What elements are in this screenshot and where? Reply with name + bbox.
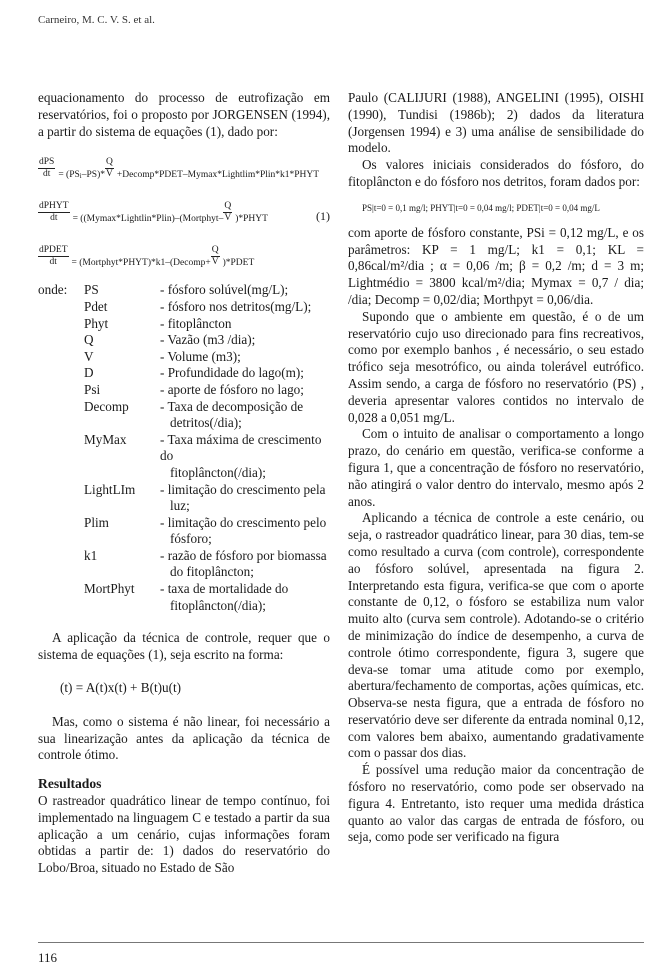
equation-part: = (Mortphyt*PHYT)*k1–(Decomp+	[71, 258, 211, 269]
q-denominator: V	[211, 257, 219, 268]
definition-text: - Vazão (m3 /dia);	[160, 332, 256, 348]
definition-description	[156, 399, 330, 432]
definition-symbol: Pdet	[84, 298, 108, 314]
definition-row	[38, 515, 330, 548]
definition-text: - Taxa máxima de crescimento do	[160, 431, 322, 464]
equation-number: (1)	[316, 209, 330, 224]
equation-rest: )*PHYT	[235, 214, 268, 225]
definition-row	[38, 482, 330, 515]
definition-lead	[38, 365, 84, 382]
definition-symbol: Plim	[84, 514, 109, 530]
control-paragraph: A aplicação da técnica de controle, requer que o sistema de equações (1), seja escrito na forma:	[38, 630, 330, 663]
reduction-paragraph: É possível uma redução maior da concentração de fósforo no reservatório, como pode ser observado na figura 4. Entretanto, isto requer uma medida drástica quanto ao valor das cargas de entrada de fósforo, ou seja, como pode ser verificado na figura	[348, 762, 644, 845]
equation-dpdet	[38, 238, 330, 268]
definition-row	[38, 399, 330, 432]
definition-description	[156, 482, 330, 515]
definition-description	[156, 316, 330, 333]
q-numerator: Q	[224, 201, 232, 212]
definition-text: - Profundidade do lago(m);	[160, 365, 304, 381]
definition-text: - taxa de mortalidade do	[160, 581, 289, 597]
right-column	[348, 90, 644, 846]
lhs-numerator: dPDET	[39, 245, 68, 256]
definition-symbol: Psi	[84, 381, 101, 397]
definition-text: - limitação do crescimento pela	[160, 481, 326, 497]
definition-lead	[38, 482, 84, 515]
equation-part: = (PS	[58, 170, 80, 181]
state-space-formula: (t) = A(t)x(t) + B(t)u(t)	[60, 679, 182, 695]
lhs-numerator: dPHYT	[39, 201, 69, 212]
definition-text: - limitação do crescimento pelo	[160, 514, 327, 530]
definition-lead	[38, 515, 84, 548]
definition-row	[38, 432, 330, 482]
lhs-fraction	[38, 157, 55, 180]
definition-text: - fitoplâncton	[160, 315, 232, 331]
definition-symbol: D	[84, 365, 94, 381]
definition-continuation: luz;	[170, 498, 190, 514]
lhs-denominator: dt	[42, 169, 51, 180]
definition-description	[156, 349, 330, 366]
definition-description	[156, 581, 330, 614]
q-fraction	[223, 201, 232, 224]
lhs-fraction	[38, 245, 69, 268]
definition-symbol: MyMax	[84, 431, 127, 447]
definition-symbol: V	[84, 348, 94, 364]
definition-symbol: k1	[84, 547, 98, 563]
definition-continuation: detritos(/dia);	[170, 415, 242, 431]
intro-paragraph: equacionamento do processo de eutrofização em reservatórios, foi o proposto por JORGENSEN (1994), a partir do sistema de equações (1), dado por:	[38, 90, 330, 139]
definition-lead	[38, 382, 84, 399]
definition-text: - razão de fósforo por biomassa	[160, 547, 327, 563]
continued-paragraph: Paulo (CALIJURI (1988), ANGELINI (1995), OISHI (1990), Tundisi (1986b); 2) dados da literatura (Jorgensen 1994) e 3) uma análise de sensibilidade do modelo.	[348, 90, 644, 156]
variable-definitions	[38, 282, 330, 614]
equation-part: –PS)*	[81, 170, 105, 181]
definition-row	[38, 349, 330, 366]
q-numerator: Q	[211, 245, 219, 256]
definition-row	[38, 365, 330, 382]
definition-text: - Volume (m3);	[160, 348, 241, 364]
definition-lead	[38, 332, 84, 349]
definition-text: - fósforo solúvel(mg/L);	[160, 282, 289, 298]
footer-rule	[38, 942, 644, 943]
definition-lead	[38, 299, 84, 316]
q-fraction	[211, 245, 220, 268]
equation-system	[38, 150, 330, 268]
results-heading: Resultados	[38, 776, 102, 792]
equation-rest: )*PDET	[222, 258, 255, 269]
q-fraction	[105, 157, 114, 180]
definition-description	[156, 299, 330, 316]
parameters-paragraph: com aporte de fósforo constante, PSi = 0,12 mg/L, e os parâmetros: KP = 1 mg/L; k1 = 0,1; KL = 0,86cal/m²/dia ; α = 0,06 /m; β = 0,2 /m; d = 3 m; Lightmédio = 3800 kcal/m²/dia; Mymax = 0,7 / dia; /dia; Decomp = 0,02/dia; Morthpyt = 0,06/dia.	[348, 224, 644, 307]
control-application-paragraph: Aplicando a técnica de controle a este cenário, ou seja, o rastreador quadrático linear, para 30 dias, tem-se como resultado a curva (com controle), correspondente ao fósforo solúvel, apresentada na figura 2. Interpretando esta figura, verifica-se que com o aporte constante de 0,12, o fósforo se estabiliza num valor muito alto (curva sem controle). Adotando-se o critério de minimização do índice de desempenho, a curva de controle ótimo correspondente, figura 3, sugere que deva-se tomar uma atitude como por exemplo, abertura/fechamento de comportas, ações químicas, etc. Observa-se nesta figura, que a entrada de fósforo no reservatório deve ser diferente da entrada nominal 0,12, com valores bem abaixo, aumentando gradativamente com o passar dos dias.	[348, 510, 644, 761]
nonlinear-paragraph: Mas, como o sistema é não linear, foi necessário a sua linearização antes da aplicação da técnica de controle ótimo.	[38, 713, 330, 763]
definition-symbol: Q	[84, 332, 94, 348]
page-number: 116	[38, 950, 58, 965]
lhs-denominator: dt	[50, 213, 58, 224]
definition-row	[38, 548, 330, 581]
equation-dps: $\frac{\text{dPS}}{dt}$ = (PS i –PS)* $\frac{Q}{V}$ +Decomp*PDET–Mymax*Lightlim*Plin*k1*PHYT	[39, 157, 320, 181]
definition-lead	[38, 316, 84, 333]
definition-row	[38, 282, 330, 299]
definition-description	[156, 548, 330, 581]
definition-lead	[38, 349, 84, 366]
definition-text: - fósforo nos detritos(mg/L);	[160, 298, 312, 314]
definition-description	[156, 282, 330, 299]
lhs-fraction	[38, 201, 70, 224]
definition-symbol: PS	[84, 282, 99, 298]
definition-continuation: fitoplâncton(/dia);	[170, 464, 266, 480]
results-paragraph: O rastreador quadrático linear de tempo contínuo, foi implementado na linguagem C e testado a partir da sua aplicação a um cenário, cujas informações foram obtidas a partir de: 1) dados do reservatório do Lobo/Broa, situado no Estado de São	[38, 793, 330, 876]
lhs-denominator: dt	[49, 257, 57, 268]
definition-lead	[38, 432, 84, 482]
q-denominator: V	[224, 213, 232, 224]
definition-symbol: MortPhyt	[84, 581, 135, 597]
definition-description	[156, 382, 330, 399]
definition-text: - aporte de fósforo no lago;	[160, 381, 304, 397]
q-denominator: V	[105, 169, 113, 180]
definition-symbol: Phyt	[84, 315, 109, 331]
left-column	[38, 90, 330, 877]
definition-description	[156, 515, 330, 548]
definition-description	[156, 365, 330, 382]
definition-continuation: do fitoplâncton;	[170, 564, 254, 580]
equation-dphyt	[38, 194, 330, 224]
definition-symbol: LightLIm	[84, 481, 136, 497]
definition-row	[38, 299, 330, 316]
definition-row	[38, 382, 330, 399]
definition-row	[38, 316, 330, 333]
definition-lead	[38, 581, 84, 614]
lhs-numerator: dPS	[39, 157, 55, 168]
initial-values-paragraph: Os valores iniciais considerados do fósforo, do fitoplâncton e do fósforo nos detritos, foram dados por:	[348, 157, 644, 189]
initial-conditions: PS|t=0 = 0,1 mg/l; PHYT|t=0 = 0,04 mg/l; PDET|t=0 = 0,04 mg/L	[362, 202, 600, 213]
definition-description	[156, 432, 330, 482]
scenario-paragraph: Supondo que o ambiente em questão, é o de um reservatório cujo uso direcionado para fins recreativos, como por exemplo banhos , é necessário, o seu estado trófico seja mesotrófico, ou ainda tolerável eutrófico. Assim sendo, a carga de fósforo no reservatório (PS) , deveria apresentar valores contidos no intervalo de 0,028 a 0,051 mg/L.	[348, 308, 644, 425]
definition-row	[38, 332, 330, 349]
definition-symbol: Decomp	[84, 398, 129, 414]
running-head: Carneiro, M. C. V. S. et al.	[38, 14, 155, 26]
q-numerator: Q	[105, 157, 113, 168]
definition-lead: onde:	[38, 282, 68, 298]
equation-part: = ((Mymax*Lightlin*Plin)–(Mortphyt–	[72, 214, 224, 225]
definition-lead	[38, 548, 84, 581]
definition-lead	[38, 399, 84, 432]
definition-text: - Taxa de decomposição de	[160, 398, 304, 414]
definition-description	[156, 332, 330, 349]
definition-continuation: fitoplâncton(/dia);	[170, 597, 266, 613]
definition-row	[38, 581, 330, 614]
equation-rest: +Decomp*PDET–Mymax*Lightlim*Plin*k1*PHYT	[116, 170, 320, 181]
definition-continuation: fósforo;	[170, 531, 212, 547]
long-term-paragraph: Com o intuito de analisar o comportamento a longo prazo, do cenário em questão, verifica-se conforme a figura 1, que a concentração de fósforo no reservatório, não atingirá o valor dentro do intervalo, mesmo após 2 anos.	[348, 426, 644, 509]
